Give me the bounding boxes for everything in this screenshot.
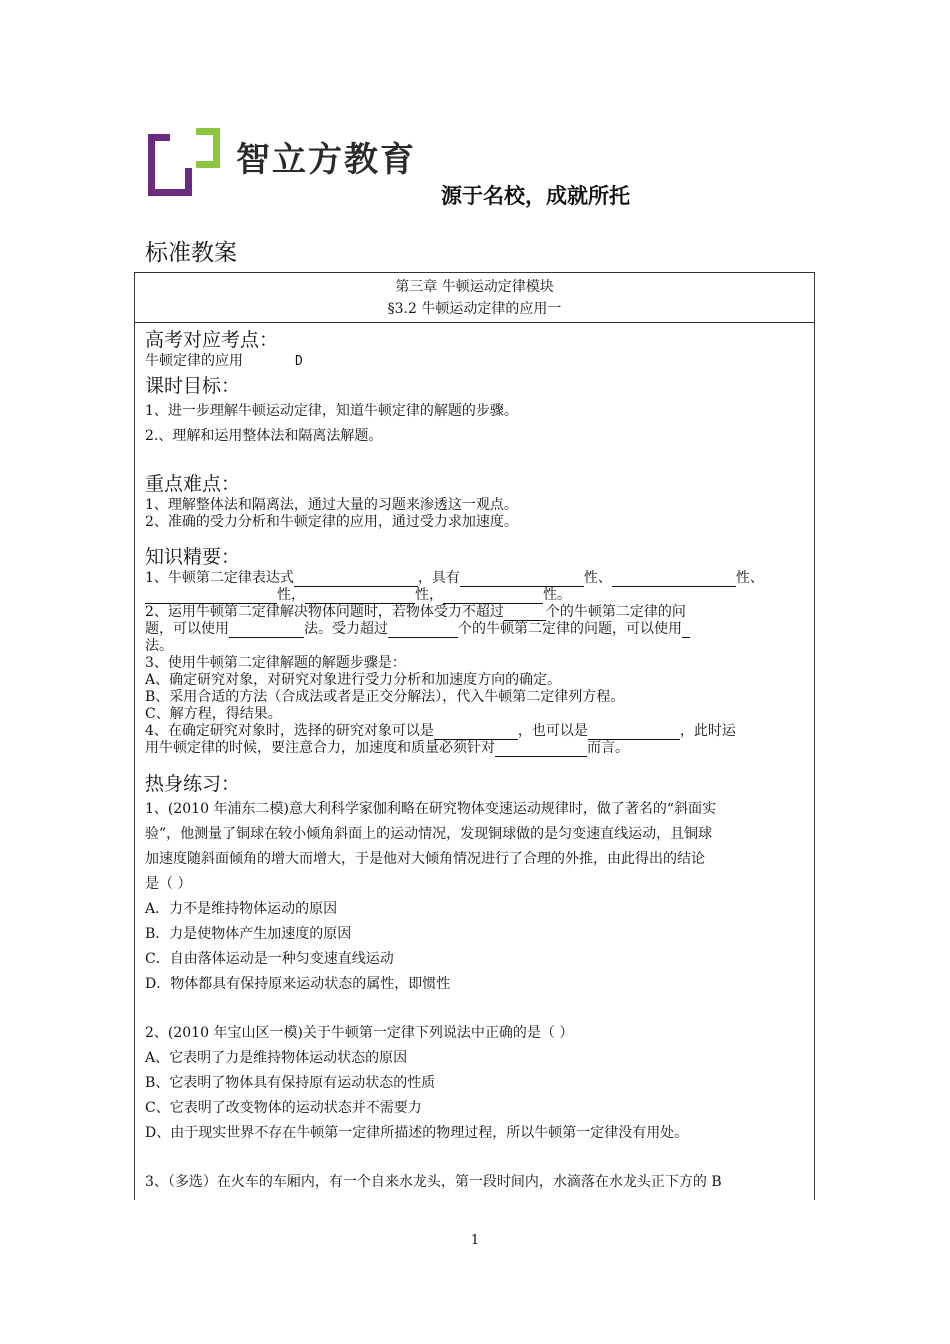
- knowledge-item-3-title: 3、使用牛顿第二定律解题的解题步骤是：: [145, 655, 406, 671]
- goal-item-1: 1、进一步理解牛顿运动定律，知道牛顿定律的解题的步骤。: [145, 403, 518, 419]
- knowledge-item-2: 2、运用牛顿第二定律解决物体问题时，若物体受力不超过 个的牛顿第二定律的问 题，可以使用 法。受力超过 个的牛顿第二定律的问题，可以使用 法。: [145, 604, 807, 655]
- q1-line-2: 验”，他测量了铜球在较小倾角斜面上的运动情况，发现铜球做的是匀变速直线运动，且铜球: [145, 826, 713, 842]
- chapter-title: 第三章 牛顿运动定律模块: [395, 279, 554, 295]
- brand-name: 智立方教育: [236, 140, 416, 180]
- q1-option-b: B．力是使物体产生加速度的原因: [145, 926, 352, 942]
- exam-point-item: [145, 353, 807, 370]
- goals-heading: 课时目标：: [145, 375, 241, 397]
- difficulty-heading: 重点难点：: [145, 473, 241, 495]
- q1-option-d: D．物体都具有保持原来运动状态的属性，即惯性: [145, 976, 451, 992]
- q2-option-c: C、它表明了改变物体的运动状态并不需要力: [145, 1100, 422, 1116]
- exam-point-text: 牛顿定律的应用: [145, 353, 243, 369]
- exam-point-heading: 高考对应考点：: [145, 329, 279, 351]
- q1-line-4: 是（ ）: [145, 876, 192, 892]
- table-body: [135, 323, 814, 1195]
- page-number: 1: [470, 1233, 480, 1248]
- warmup-heading: 热身练习：: [145, 773, 241, 795]
- q2-option-d: D、由于现实世界不存在牛顿第一定律所描述的物理过程，所以牛顿第一定律没有用处。: [145, 1125, 689, 1141]
- knowledge-heading: 知识精要：: [145, 546, 241, 568]
- brand-slogan: 源于名校，成就所托: [441, 184, 630, 208]
- q1-line-1: 1、(2010 年浦东二模)意大利科学家伽利略在研究物体变速运动规律时，做了著名的“斜面实: [145, 801, 717, 817]
- logo-icon: [148, 128, 220, 196]
- section-title: §3.2 牛顿运动定律的应用一: [387, 301, 562, 317]
- q1-option-a: A．力不是维持物体运动的原因: [145, 901, 338, 917]
- exam-point-level: D: [295, 354, 303, 369]
- knowledge-item-4: 4、在确定研究对象时，选择的研究对象可以是 ，也可以是 ，此时运 用牛顿定律的时候，要注意合力，加速度和质量必须针对 而言。: [145, 723, 736, 756]
- goal-item-2: 2.、理解和运用整体法和隔离法解题。: [145, 428, 383, 444]
- knowledge-item-1: 1、牛顿第二定律表达式 ，具有 性、 性、 性， 性， 性。: [145, 570, 764, 603]
- q2-option-a: A、它表明了力是维持物体运动状态的原因: [145, 1050, 408, 1066]
- knowledge-step-a: A、确定研究对象，对研究对象进行受力分析和加速度方向的确定。: [145, 672, 562, 688]
- knowledge-step-c: C、解方程，得结果。: [145, 706, 282, 722]
- q1-line-3: 加速度随斜面倾角的增大而增大，于是他对大倾角情况进行了合理的外推，由此得出的结论: [145, 851, 705, 867]
- knowledge-step-b: B、采用合适的方法（合成法或者是正交分解法），代入牛顿第二定律列方程。: [145, 689, 625, 705]
- q1-option-c: C．自由落体运动是一种匀变速直线运动: [145, 951, 394, 967]
- table-header: [135, 273, 814, 323]
- document-title: 标准教案: [145, 240, 237, 266]
- q2-option-b: B、它表明了物体具有保持原有运动状态的性质: [145, 1075, 436, 1091]
- q2-stem: 2、(2010 年宝山区一模)关于牛顿第一定律下列说法中正确的是（ ）: [145, 1025, 574, 1041]
- difficulty-item-2: 2、准确的受力分析和牛顿定律的应用，通过受力求加速度。: [145, 514, 518, 530]
- lesson-plan-table: [134, 272, 815, 1200]
- q3-stem: 3、（多选）在火车的车厢内，有一个自来水龙头，第一段时间内，水滴落在水龙头正下方的 B: [145, 1174, 722, 1190]
- difficulty-item-1: 1、理解整体法和隔离法，通过大量的习题来渗透这一观点。: [145, 497, 518, 513]
